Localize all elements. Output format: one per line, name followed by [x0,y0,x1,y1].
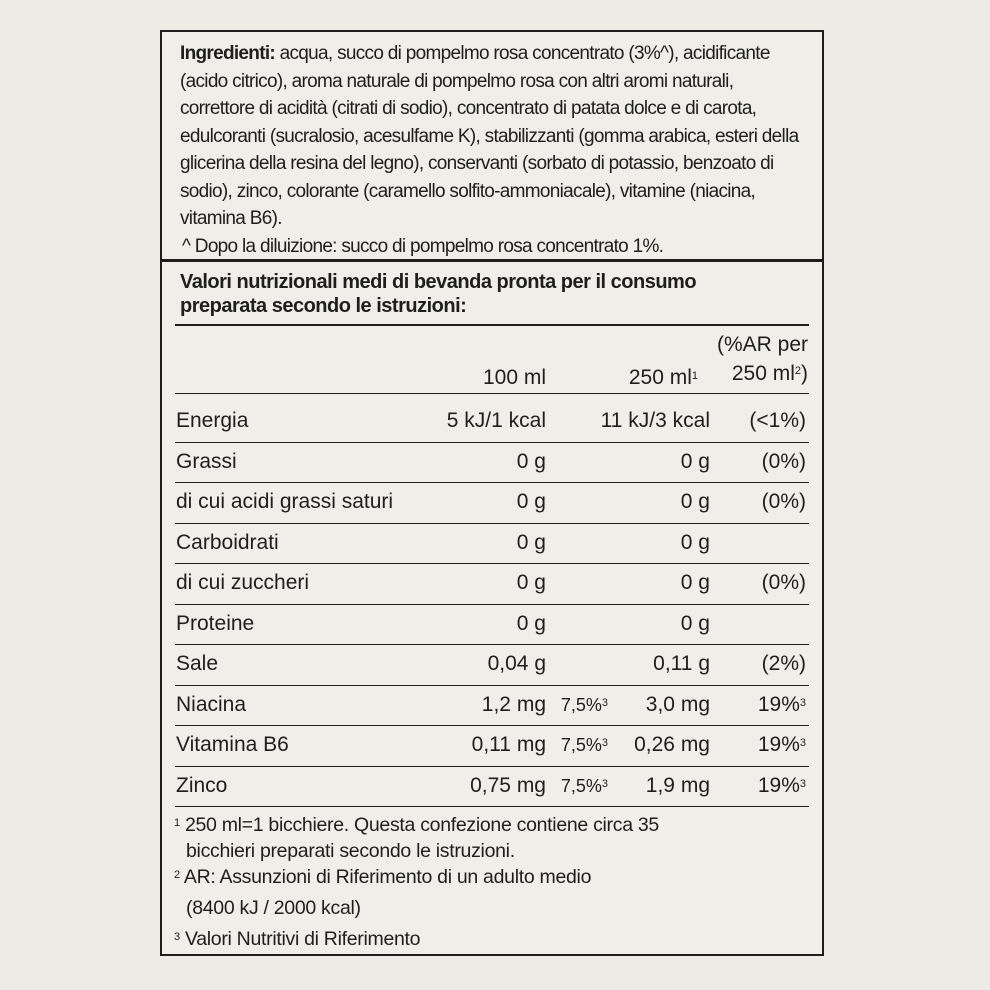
header-underline [175,393,809,394]
row-nutrient-name: di cui zuccheri [176,571,310,594]
row-ar-250ml: 19%$^3$ [757,773,806,797]
title-underline [175,324,809,326]
row-nutrient-name: Vitamina B6 [176,733,289,756]
row-nutrient-name: Carboidrati [176,530,279,554]
footnotes [174,812,814,952]
row-value-250ml: 0,26 mg [634,733,710,756]
row-divider [175,725,809,726]
row-value-100ml: 0 g [516,571,546,594]
header-per100: 100 ml [482,366,546,389]
nutrition-label [160,30,824,956]
header-ar-line2: 250 $ml^2$) [731,362,808,385]
row-value-100ml: 0,04 g [487,652,546,675]
header-per250-sup: 1 [691,370,698,382]
ingredients-label: Ingredienti: [180,43,276,64]
row-ar-250ml: (0%) [761,571,806,594]
row-divider [175,604,809,605]
row-value-100ml: 0,11 mg [471,733,546,756]
row-ar-250ml: (0%) [761,449,806,473]
nutrition-title [180,270,800,318]
ingredients-text: acqua, succo di pompelmo rosa concentrato (3%^), acidificante (acido citrico), aroma naturale di pompelmo rosa con altri aromi naturali, correttore di acidità (citrati di sodio), concentrato di patata dolce e di carota, edulcoranti (sucralosio, acesulfame K), stabilizzanti (gomma arabica, esteri della glicerina della resina del legno), conservanti (sorbato di potassio, benzoato di sodio), zinco, colorante (caramello solfito-ammoniacale), vitamine (niacina, vitamina B6). [180,43,799,229]
row-nutrient-name: Grassi [176,449,237,473]
nutrition-title-line2: preparata secondo le istruzioni: [180,295,467,317]
row-value-100ml: 0 g [516,449,546,473]
row-value-250ml: 0 g [680,571,710,594]
row-divider [175,442,809,443]
row-value-100ml: 0 g [516,611,546,635]
ingredients-block [180,40,812,260]
row-value-250ml: 0,11 g [653,652,710,675]
row-value-250ml: 3,0 mg [645,692,710,716]
footnote-1-line2: bicchieri preparati secondo le istruzioni. [186,840,515,862]
row-pct-100ml: 7,5%$^3$ [560,735,608,755]
footnote-3: $^3$ Valori Nutritivi di Riferimento [174,928,421,950]
row-pct-100ml: 7,5%$^3$ [560,694,608,715]
row-nutrient-name: Niacina [176,692,247,716]
header-per250: 250 $ml^1$ [628,366,698,389]
row-divider [175,563,809,564]
row-value-100ml: 1,2 mg [481,692,546,716]
row-divider [175,644,809,645]
row-ar-250ml: (0%) [761,490,806,513]
row-divider [175,806,809,807]
row-divider [175,685,809,686]
row-ar-250ml: (<1%) [749,409,806,432]
row-nutrient-name: Energia [176,409,249,432]
row-nutrient-name: di cui acidi grassi saturi [176,490,394,513]
row-value-250ml: 0 g [680,449,710,473]
section-divider [162,259,822,262]
footnote-1: $^1$ 250 ml=1 bicchiere. Questa confezione contiene circa 35 [174,814,659,836]
row-value-100ml: 0,75 mg [470,773,546,797]
row-value-100ml: 0 g [516,490,546,513]
row-ar-250ml: 19%$^3$ [757,733,806,756]
row-divider [175,766,809,767]
row-value-250ml: 11 kJ/3 kcal [600,409,710,432]
row-pct-100ml: 7,5%$^3$ [560,775,608,796]
header-ar [717,330,808,388]
row-value-100ml: 0 g [516,530,546,554]
row-value-250ml: 0 g [680,490,710,513]
header-ar-line1: (%AR per [716,333,808,356]
row-value-250ml: 0 g [680,530,710,554]
row-nutrient-name: Zinco [176,773,228,797]
footnote-2: $^2$ AR: Assunzioni di Riferimento di un adulto medio [174,866,592,888]
row-value-100ml: 5 kJ/1 kcal [446,409,546,432]
row-nutrient-name: Proteine [176,611,255,635]
row-divider [175,523,809,524]
row-ar-250ml: 19%$^3$ [757,692,806,716]
nutrition-title-line1: Valori nutrizionali medi di bevanda pronta per il consumo [180,271,697,293]
row-divider [175,482,809,483]
row-value-250ml: 1,9 mg [645,773,710,797]
row-value-250ml: 0 g [680,611,710,635]
footnote-2-line2: (8400 kJ / 2000 kcal) [186,897,361,919]
row-ar-250ml: (2%) [761,652,806,675]
dilution-note: ^ Dopo la diluizione: succo di pompelmo rosa concentrato 1%. [182,235,664,257]
row-nutrient-name: Sale [176,652,219,675]
